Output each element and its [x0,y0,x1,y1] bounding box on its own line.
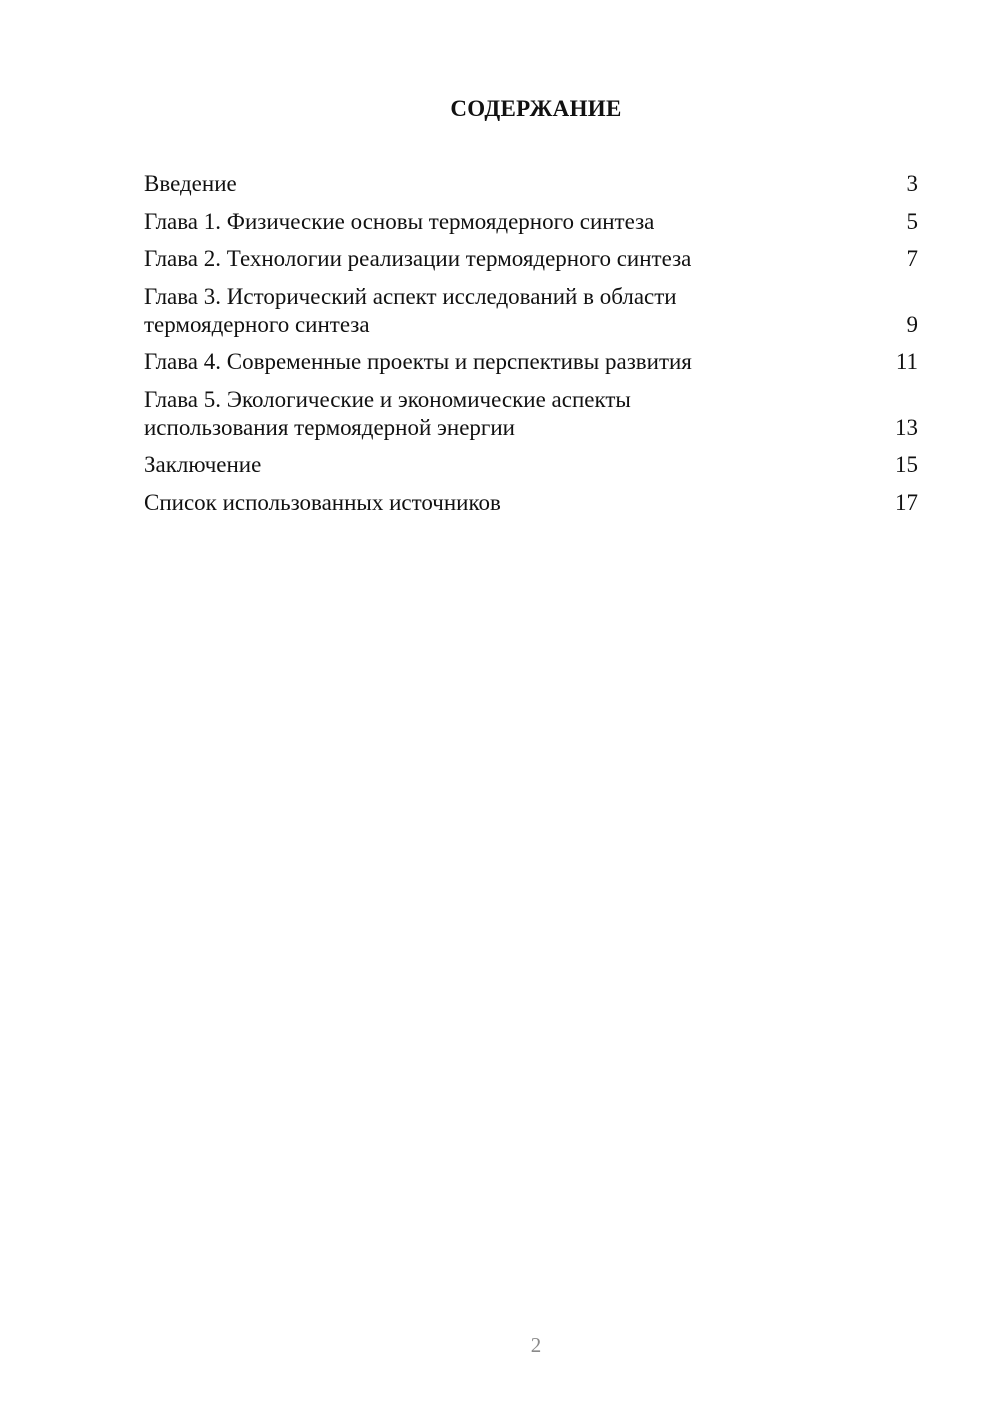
toc-entry-conclusion [144,451,918,479]
toc-entry-chapter-4 [144,348,918,376]
toc-entry-page-number: 15 [895,452,918,477]
toc-entry-title: Заключение [144,452,262,477]
toc-entry-page-number: 5 [906,208,918,234]
toc-entry-page-number: 7 [906,246,918,271]
toc-entry-chapter-2 [144,245,918,273]
toc-entry-introduction [144,170,918,198]
page-title: СОДЕРЖАНИЕ [450,96,622,121]
toc-entry-title: Глава 4. Современные проекты и перспективы развития [144,349,692,374]
toc-entry-page-number: 3 [906,171,918,196]
toc-entry-title: Глава 2. Технологии реализации термоядерного синтеза [144,246,692,271]
table-of-contents [144,170,918,526]
toc-entry-chapter-5 [144,386,918,442]
toc-entry-page-number: 9 [906,311,918,337]
toc-entry-page-number: 11 [895,349,918,374]
toc-entry-title: Введение [144,171,237,196]
toc-entry-page-number: 17 [895,489,918,515]
toc-entry-references [144,489,918,517]
toc-entry-title: Глава 3. Исторический аспект исследований в области термоядерного синтеза [144,283,677,337]
page-number: 2 [530,1333,542,1357]
toc-entry-title: Глава 1. Физические основы термоядерного синтеза [144,208,655,234]
toc-entry-title: Глава 5. Экологические и экономические аспекты использования термоядерной энергии [144,386,631,440]
toc-entry-title: Список использованных источников [144,489,501,515]
toc-entry-chapter-1 [144,208,918,236]
toc-entry-chapter-3 [144,283,918,339]
toc-entry-page-number: 13 [895,414,918,440]
